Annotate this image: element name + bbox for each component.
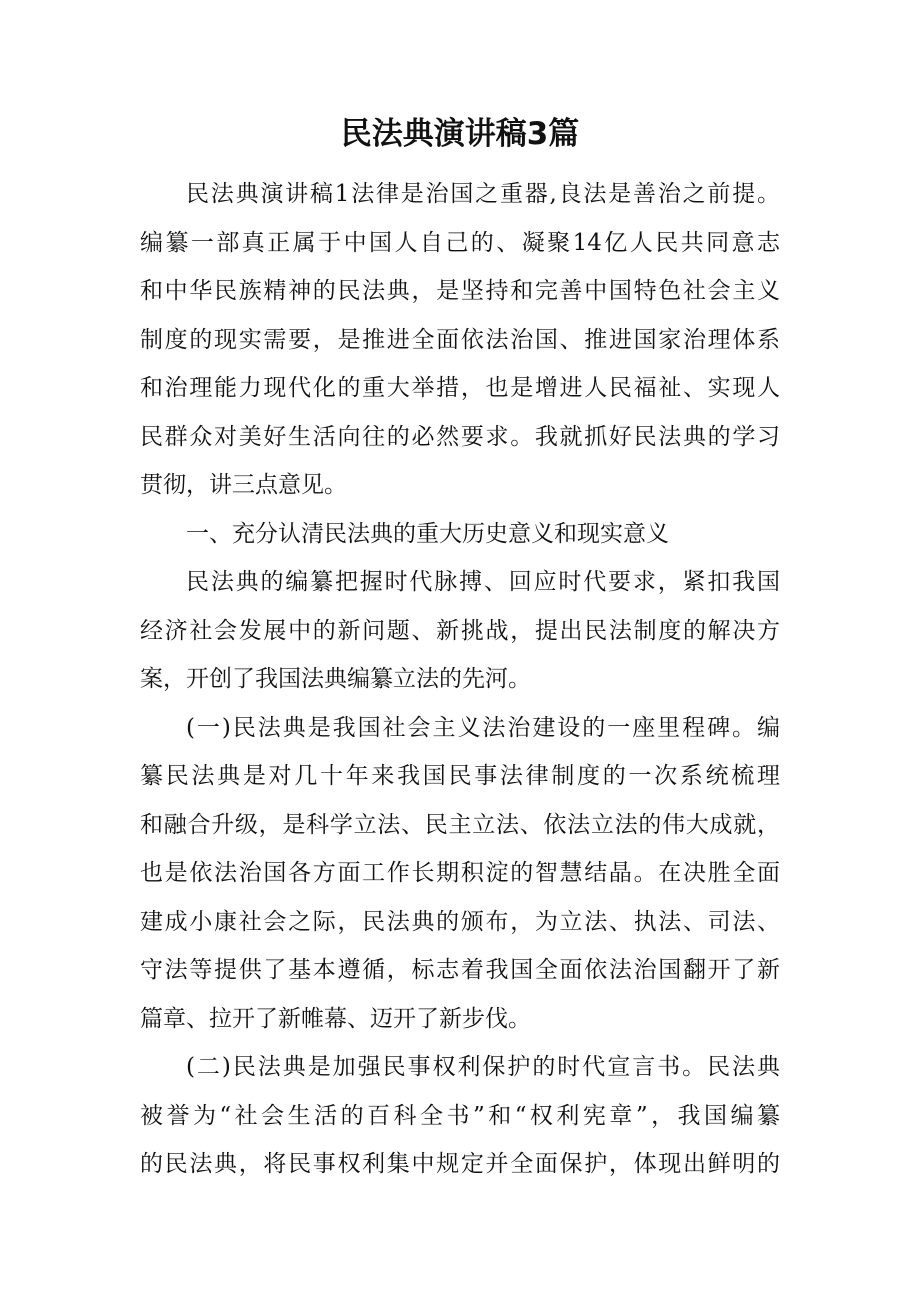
text-line: 的民法典，将民事权利集中规定并全面保护，体现出鲜明的 (140, 1151, 780, 1177)
text-line: 建成小康社会之际，民法典的颁布，为立法、执法、司法、 (140, 908, 780, 935)
text-line: 也是依法治国各方面工作长期积淀的智慧结晶。在决胜全面 (140, 860, 780, 886)
text-line: 和中华民族精神的民法典，是坚持和完善中国特色社会主义 (140, 278, 780, 304)
document-title: 民法典演讲稿3篇 (340, 116, 580, 152)
text-line: 民群众对美好生活向往的必然要求。我就抓好民法典的学习 (140, 423, 780, 450)
text-line: 经济社会发展中的新问题、新挑战，提出民法制度的解决方 (140, 617, 780, 644)
text-line: 案，开创了我国法典编纂立法的先河。 (140, 666, 531, 692)
text-line: 篇章、拉开了新帷幕、迈开了新步伐。 (140, 1005, 531, 1032)
text-line: 纂民法典是对几十年来我国民事法律制度的一次系统梳理 (140, 763, 780, 789)
text-line: 民法典演讲稿1法律是治国之重器,良法是善治之前提。 (186, 181, 780, 207)
text-line: 被誉为“社会生活的百科全书”和“权利宪章”，我国编纂 (140, 1102, 780, 1129)
text-line: 和融合升级，是科学立法、民主立法、依法立法的伟大成就， (140, 811, 780, 838)
text-line: 贯彻，讲三点意见。 (140, 472, 347, 498)
text-line: 制度的现实需要，是推进全面依法治国、推进国家治理体系 (140, 326, 780, 353)
text-line: (一)民法典是我国社会主义法治建设的一座里程碑。编 (186, 714, 780, 741)
document-body (140, 170, 780, 1189)
text-line: 编纂一部真正属于中国人自己的、凝聚14亿人民共同意志 (140, 229, 780, 256)
text-line: 民法典的编纂把握时代脉搏、回应时代要求，紧扣我国 (186, 569, 780, 595)
text-line: 一、充分认清民法典的重大历史意义和现实意义 (186, 520, 669, 547)
text-line: 和治理能力现代化的重大举措，也是增进人民福祉、实现人 (140, 375, 780, 401)
text-line: 守法等提供了基本遵循，标志着我国全面依法治国翻开了新 (140, 957, 780, 983)
text-line: (二)民法典是加强民事权利保护的时代宣言书。民法典 (186, 1054, 780, 1080)
